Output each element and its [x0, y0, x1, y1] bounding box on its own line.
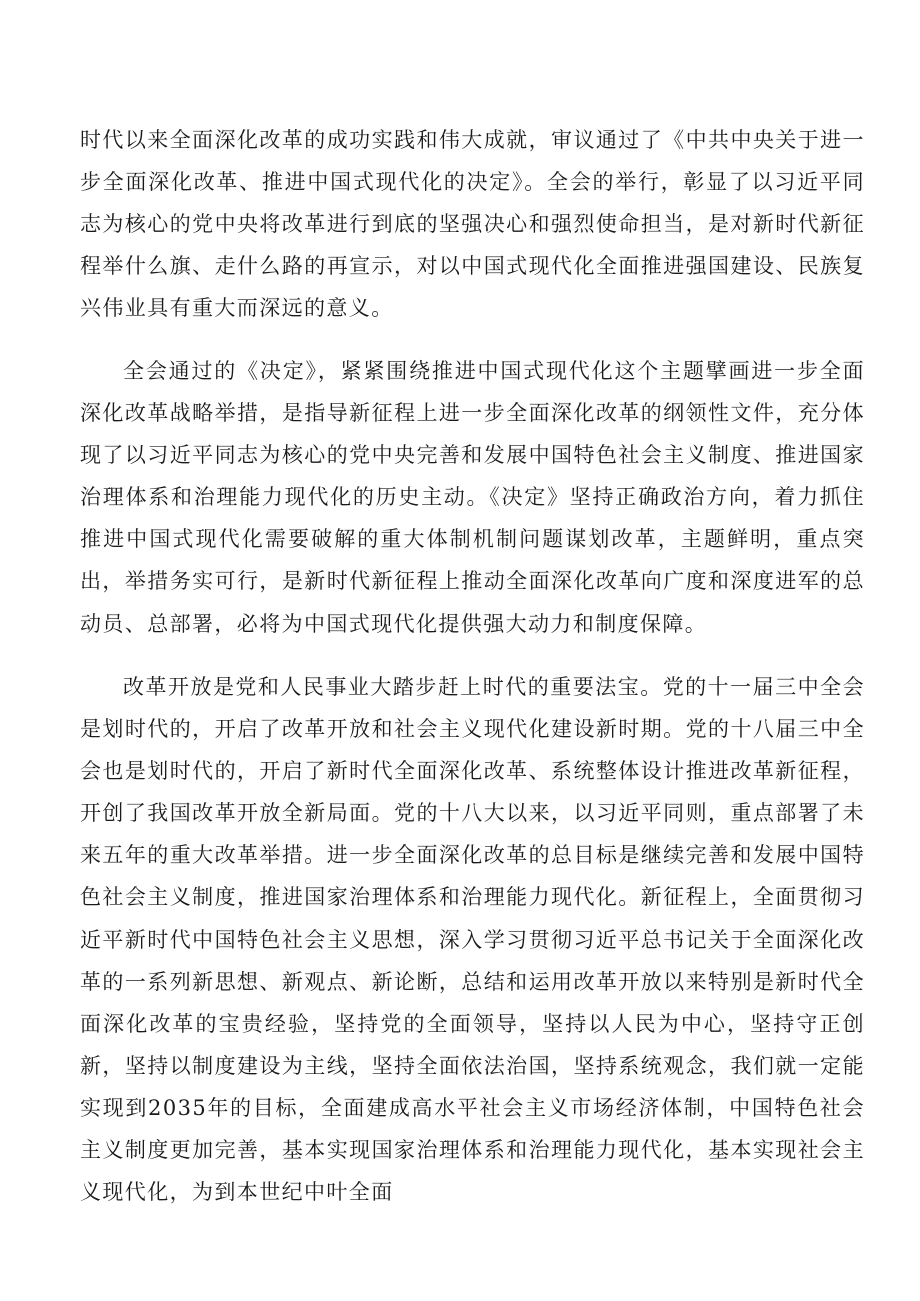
- paragraph-1: 时代以来全面深化改革的成功实践和伟大成就，审议通过了《中共中央关于进一步全面深化改革、推进中国式现代化的决定》。全会的举行，彰显了以习近平同志为核心的党中央将改革进行到底的坚强决心和强烈使命担当，是对新时代新征程举什么旗、走什么路的再宣示，对以中国式现代化全面推进强国建设、民族复兴伟业具有重大而深远的意义。: [80, 128, 865, 321]
- paragraph-3: 改革开放是党和人民事业大踏步赶上时代的重要法宝。党的十一届三中全会是划时代的，开启了改革开放和社会主义现代化建设新时期。党的十八届三中全会也是划时代的，开启了新时代全面深化改革、系统整体设计推进改革新征程，开创了我国改革开放全新局面。党的十八大以来，以习近平同则，重点部署了未来五年的重大改革举措。进一步全面深化改革的总目标是继续完善和发展中国特色社会主义制度，推进国家治理体系和治理能力现代化。新征程上，全面贯彻习近平新时代中国特色社会主义思想，深入学习贯彻习近平总书记关于全面深化改革的一系列新思想、新观点、新论断，总结和运用改革开放以来特别是新时代全面深化改革的宝贵经验，坚持党的全面领导，坚持以人民为中心，坚持守正创新，坚持以制度建设为主线，坚持全面依法治国，坚持系统观念，我们就一定能实现到2035年的目标，全面建成高水平社会主义市场经济体制，中国特色社会主义制度更加完善，基本实现国家治理体系和治理能力现代化，基本实现社会主义现代化，为到本世纪中叶全面: [80, 675, 865, 1205]
- paragraph-2: 全会通过的《决定》，紧紧围绕推进中国式现代化这个主题擘画进一步全面深化改革战略举措，是指导新征程上进一步全面深化改革的纲领性文件，充分体现了以习近平同志为核心的党中央完善和发展中国特色社会主义制度、推进国家治理体系和治理能力现代化的历史主动。《决定》坚持正确政治方向，着力抓住推进中国式现代化需要破解的重大体制机制问题谋划改革，主题鲜明，重点突出，举措务实可行，是新时代新征程上推动全面深化改革向广度和深度进军的总动员、总部署，必将为中国式现代化提供强大动力和制度保障。: [80, 359, 865, 636]
